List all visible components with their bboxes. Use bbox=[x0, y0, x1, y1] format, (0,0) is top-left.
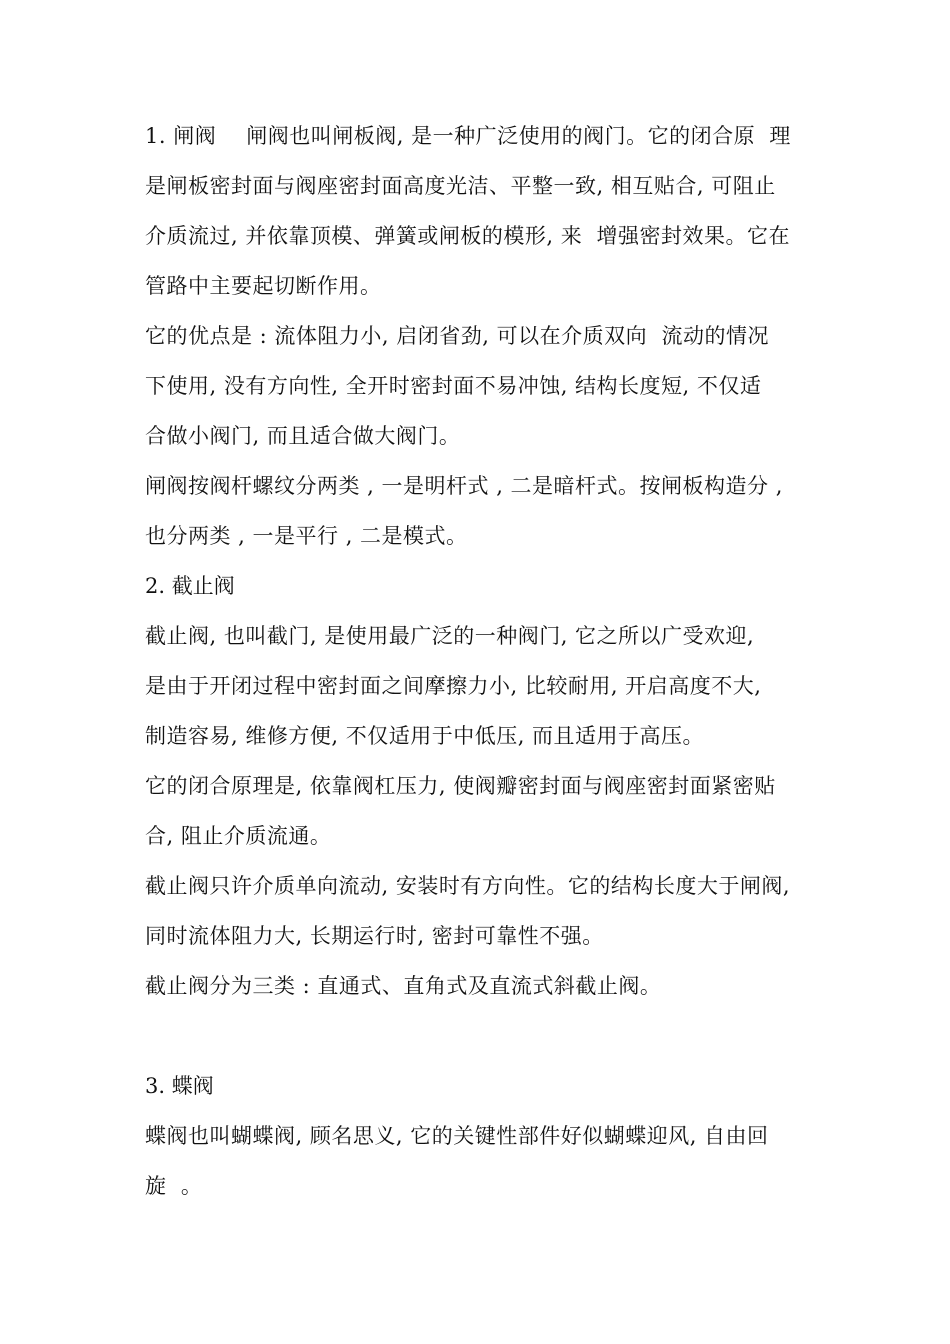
gate-valve-line-2: 是闸板密封面与阀座密封面高度光洁、平整一致, 相互贴合, 可阻止 bbox=[145, 174, 776, 198]
butterfly-valve-line-1: 蝶阀也叫蝴蝶阀, 顾名思义, 它的关键性部件好似蝴蝶迎风, 自由回 bbox=[145, 1124, 769, 1148]
globe-valve-line-2: 是由于开闭过程中密封面之间摩擦力小, 比较耐用, 开启高度不大, bbox=[145, 674, 762, 698]
section-2-heading: 2. 截止阀 bbox=[145, 574, 235, 598]
globe-valve-line-4: 它的闭合原理是, 依靠阀杠压力, 使阀瓣密封面与阀座密封面紧密贴 bbox=[145, 774, 776, 798]
globe-valve-line-3: 制造容易, 维修方便, 不仅适用于中低压, 而且适用于高压。 bbox=[145, 724, 705, 748]
globe-valve-line-6: 截止阀只许介质单向流动, 安装时有方向性。它的结构长度大于闸阀, bbox=[145, 874, 791, 898]
gate-valve-line-9: 也分两类 , 一是平行 , 二是模式。 bbox=[145, 524, 468, 548]
document-body bbox=[145, 118, 813, 1218]
globe-valve-line-1: 截止阀, 也叫截门, 是使用最广泛的一种阀门, 它之所以广受欢迎, bbox=[145, 624, 755, 648]
gate-valve-line-4: 管路中主要起切断作用。 bbox=[145, 274, 382, 298]
globe-valve-line-5: 合, 阻止介质流通。 bbox=[145, 824, 332, 848]
gate-valve-text-1: 闸阀也叫闸板阀, 是一种广泛使用的阀门。它的闭合原 理 bbox=[246, 124, 791, 148]
butterfly-valve-line-2: 旋 。 bbox=[145, 1174, 203, 1198]
gate-valve-line-8: 闸阀按阀杆螺纹分两类 , 一是明杆式 , 二是暗杆式。按闸板构造分 , bbox=[145, 474, 783, 498]
section-3-heading: 3. 蝶阀 bbox=[145, 1074, 214, 1098]
blank-line bbox=[145, 1018, 813, 1068]
globe-valve-line-8: 截止阀分为三类 : 直通式、直角式及直流式斜截止阀。 bbox=[145, 974, 662, 998]
globe-valve-line-7: 同时流体阻力大, 长期运行时, 密封可靠性不强。 bbox=[145, 924, 604, 948]
section-1-heading: 1. 闸阀 bbox=[145, 124, 217, 148]
gate-valve-line-1 bbox=[145, 118, 813, 168]
gate-valve-line-6: 下使用, 没有方向性, 全开时密封面不易冲蚀, 结构长度短, 不仅适 bbox=[145, 374, 762, 398]
gate-valve-line-7: 合做小阀门, 而且适合做大阀门。 bbox=[145, 424, 461, 448]
gate-valve-line-5: 它的优点是 : 流体阻力小, 启闭省劲, 可以在介质双向 流动的情况 bbox=[145, 324, 769, 348]
gate-valve-line-3: 介质流过, 并依靠顶模、弹簧或闸板的模形, 来 增强密封效果。它在 bbox=[145, 224, 791, 248]
